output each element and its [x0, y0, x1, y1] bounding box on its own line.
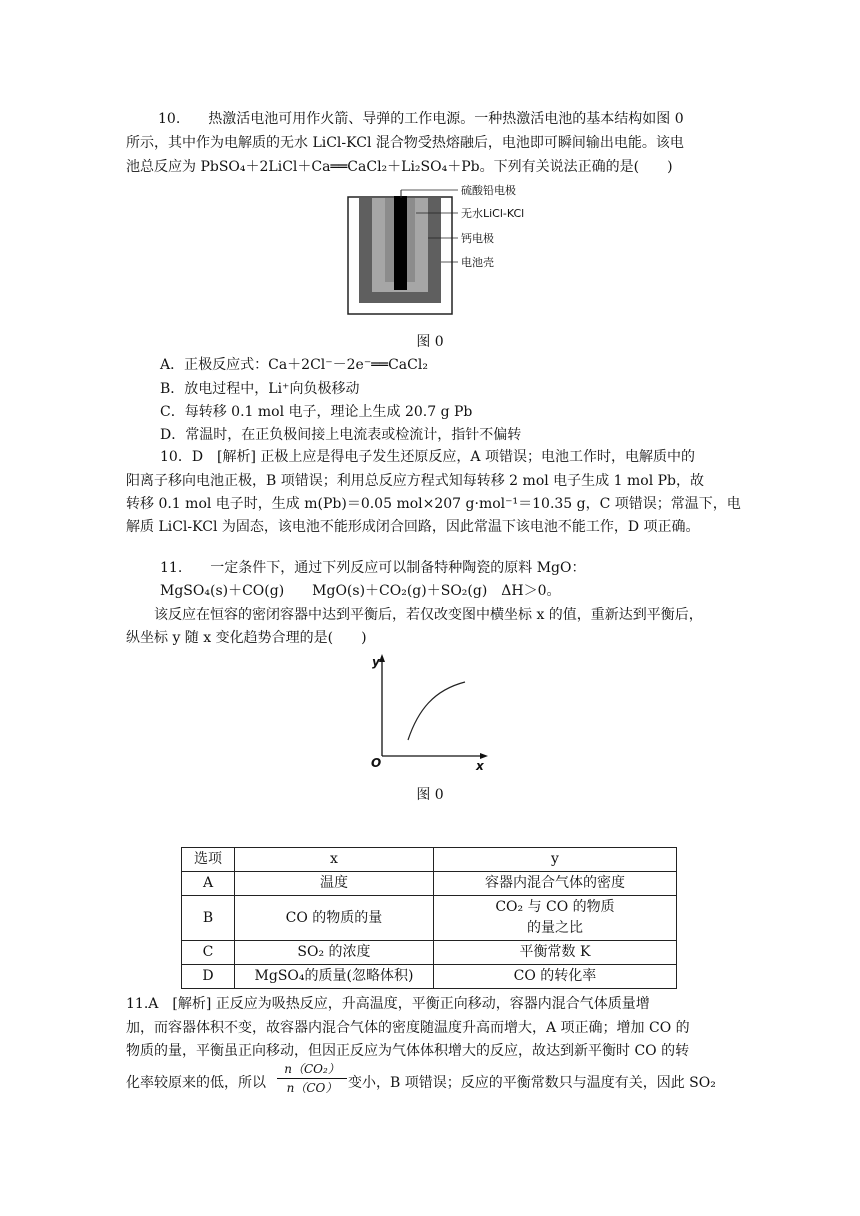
origin-label: O [371, 756, 382, 770]
q11-line-4: 纵坐标 y 随 x 变化趋势合理的是( ) [126, 630, 367, 646]
table-header: 选项 [182, 848, 235, 872]
table-header-row [182, 848, 677, 872]
table-header: x [235, 848, 434, 872]
table-cell [434, 896, 677, 941]
q10-option-d: D．常温时，在正负极间接上电流表或检流计，指针不偏转 [160, 427, 522, 443]
table-cell: C [182, 941, 235, 965]
table-row [182, 896, 677, 941]
y-axis-arrow [379, 654, 385, 662]
table-header: y [434, 848, 677, 872]
q11-analysis-line-4 [126, 1060, 736, 1100]
curve [408, 682, 465, 740]
fraction-numerator: n（CO₂） [277, 1060, 347, 1079]
q10-line-3: 池总反应为 PbSO₄＋2LiCl＋Ca══CaCl₂＋Li₂SO₄＋Pb。下列有关说法正确的是( ) [126, 159, 673, 175]
table-cell: CO 的转化率 [434, 965, 677, 989]
q11-figure-caption: 图 0 [416, 787, 444, 803]
analysis-text: 变小，B 项错误；反应的平衡常数只与温度有关，因此 SO₂ [348, 1075, 716, 1091]
q11-line-3: 该反应在恒容的密闭容器中达到平衡后，若仅改变图中横坐标 x 的值，重新达到平衡后， [126, 607, 703, 623]
q10-option-a: A．正极反应式：Ca＋2Cl⁻－2e⁻══CaCl₂ [160, 357, 428, 373]
q11-options-table [181, 847, 677, 989]
table-cell: SO₂ 的浓度 [235, 941, 434, 965]
q11-line-1: 11. 一定条件下，通过下列反应可以制备特种陶瓷的原料 MgO： [160, 560, 586, 576]
q10-option-b: B．放电过程中，Li⁺向负极移动 [160, 381, 360, 397]
q11-analysis-line-3: 物质的量，平衡虽正向移动，但因正反应为气体体积增大的反应，故达到新平衡时 CO 的转 [126, 1043, 690, 1059]
table-cell: CO 的物质的量 [235, 896, 434, 941]
ratio-fraction [277, 1060, 347, 1097]
table-cell: MgSO₄的质量(忽略体积) [235, 965, 434, 989]
q11-analysis-line-1: 11.A [解析] 正反应为吸热反应，升高温度，平衡正向移动，容器内混合气体质量增 [126, 996, 650, 1012]
table-cell: 温度 [235, 872, 434, 896]
q10-analysis-line-3: 转移 0.1 mol 电子时，生成 m(Pb)＝0.05 mol×207 g·mol⁻¹＝10.35 g，C 项错误；常温下，电 [126, 496, 741, 512]
label-battery-shell: 电池壳 [461, 256, 494, 269]
label-electrolyte: 无水LiCl-KCl [461, 207, 525, 220]
q11-analysis-line-2: 加，而容器体积不变，故容器内混合气体的密度随温度升高而增大，A 项正确；增加 CO 的 [126, 1020, 690, 1036]
table-cell: 容器内混合气体的密度 [434, 872, 677, 896]
axis-label-y: y [372, 655, 380, 669]
table-cell-line: CO₂ 与 CO 的物质 [495, 899, 615, 915]
q11-equation: MgSO₄(s)＋CO(g) MgO(s)＋CO₂(g)＋SO₂(g) ΔH＞0。 [160, 583, 561, 599]
q10-analysis-line-1: 10．D [解析] 正极上应是得电子发生还原反应，A 项错误；电池工作时，电解质中的 [160, 449, 695, 465]
table-cell-line: 的量之比 [527, 920, 583, 936]
axis-label-x: x [476, 759, 484, 772]
table-row [182, 965, 677, 989]
analysis-text: 化率较原来的低，所以 [126, 1075, 266, 1091]
q10-figure-caption: 图 0 [416, 334, 444, 350]
table-cell: D [182, 965, 235, 989]
table-row [182, 941, 677, 965]
q10-option-c: C．每转移 0.1 mol 电子，理论上生成 20.7 g Pb [160, 404, 473, 420]
table-cell: A [182, 872, 235, 896]
label-calcium-electrode: 钙电极 [461, 232, 494, 245]
fraction-denominator: n（CO） [286, 1081, 338, 1095]
battery-structure-figure [340, 178, 560, 318]
q11-graph [368, 652, 496, 772]
lead-sulfate-electrode [394, 196, 407, 290]
q10-analysis-line-4: 解质 LiCl-KCl 为固态，该电池不能形成闭合回路，因此常温下该电池不能工作，D 项正确。 [126, 519, 700, 535]
q10-line-1: 10. 热激活电池可用作火箭、导弹的工作电源。一种热激活电池的基本结构如图 0 [158, 111, 684, 127]
table-row [182, 872, 677, 896]
q10-analysis-line-2: 阳离子移向电池正极，B 项错误；利用总反应方程式知每转移 2 mol 电子生成 1 mol Pb，故 [126, 473, 704, 489]
table-cell: B [182, 896, 235, 941]
table-cell: 平衡常数 K [434, 941, 677, 965]
label-lead-sulfate-electrode: 硫酸铅电极 [461, 184, 516, 197]
q10-line-2: 所示，其中作为电解质的无水 LiCl-KCl 混合物受热熔融后，电池即可瞬间输出电能。该电 [126, 135, 684, 151]
